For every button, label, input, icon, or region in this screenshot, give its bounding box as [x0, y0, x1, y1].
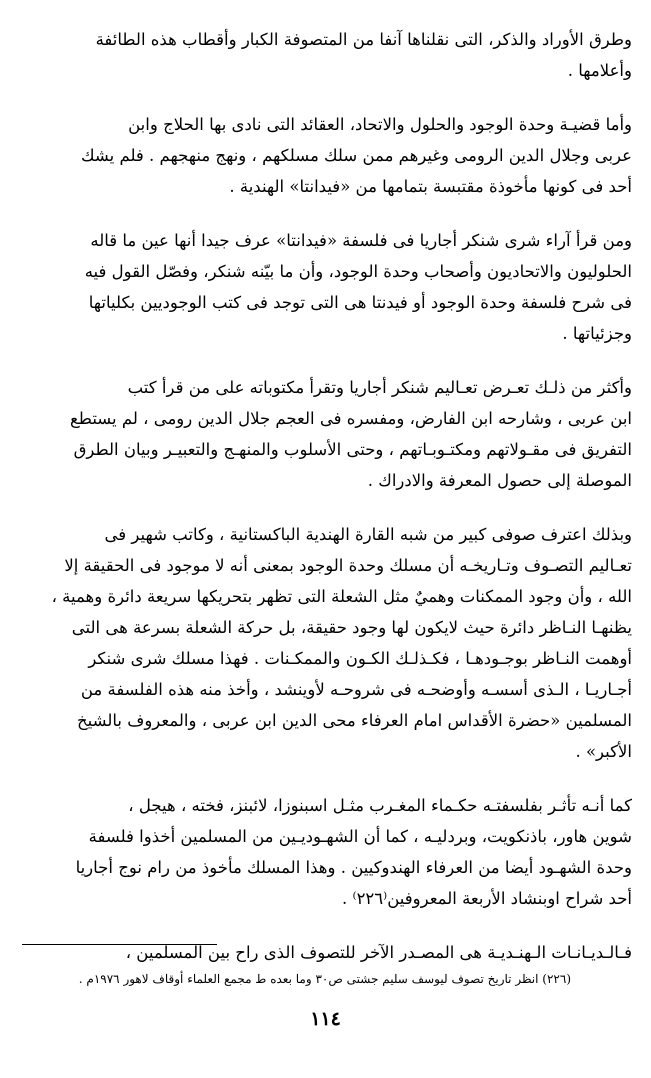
text-line: فـالـديـانـات الـهنـديـة هى المصـدر الآخر للتصوف الذى راح بين المسلمين ، — [125, 943, 632, 962]
paragraph — [22, 519, 632, 767]
footnote: (٢٢٦) انظر تاريخ تصوف ليوسف سليم جشتى ص٣٠ وما بعده ط مجمع العلماء أوقاف لاهور ١٩٧٦م . — [78, 972, 571, 986]
text-line: فى شرح فلسفة وحدة الوجود أو فيدنتا هى التى توجد فى كتب الوجوديين بكلياتها — [88, 293, 632, 312]
text-line: وأكثر من ذلـك تعـرض تعـاليم شنكر أجاريا وتقرأ مكتوباته على من قرأ كتب — [127, 378, 632, 397]
page-number: ١١٤ — [310, 1008, 341, 1030]
text-line: وبذلك اعترف صوفى كبير من شبه القارة الهندية الباكستانية ، وكاتب شهير فى — [104, 525, 632, 544]
text-line: وأما قضيـة وحدة الوجود والحلول والاتحاد، العقائد التى نادى بها الحلاج وابن — [128, 115, 632, 134]
text-line: أوهمت النـاظر بوجـودهـا ، فكـذلـك الكـون والممكـنات . فهذا مسلك شرى شنكر — [88, 649, 632, 668]
text-line: الموصلة إلى حصول المعرفة والادراك . — [367, 471, 632, 490]
text-line: ومن قرأ آراء شرى شنكر أجاريا فى فلسفة «فيدانتا» عرف جيدا أنها عين ما قاله — [90, 231, 632, 250]
text-line: يظنهـا النـاظر دائرة حيث لايكون لها وجود حقيقة، بل حركة الشعلة بسرعة هى التى — [71, 618, 632, 637]
body-text — [22, 24, 632, 991]
footnote-divider — [22, 944, 217, 945]
text-line: شوين هاور، باذنكويت، وبردليـه ، كما أن الشهـوديـين من المسلمين أخذوا فلسفة — [88, 827, 632, 846]
text-line: كما أنـه تأثـر بفلسفتـه حكـماء المغـرب مثـل اسبنوزا، لائبنز، فخته ، هيجل ، — [128, 796, 632, 815]
text-line: أحد فى كونها مأخوذة مقتبسة بتمامها من «فيدانتا» الهندية . — [229, 177, 632, 196]
paragraph — [22, 937, 632, 968]
text-line: وجزئياتها . — [562, 324, 632, 343]
text-line: أجـاريـا ، الـذى أسسـه وأوضحـه فى شروحـه لأوينشد ، وأخذ منه هذه الفلسفة من — [80, 680, 632, 699]
paragraph — [22, 24, 632, 86]
text-line: أحد شراح اوبنشاد الأربعة المعروفين⁽٢٢٦⁾ . — [342, 889, 632, 908]
paragraph — [22, 790, 632, 914]
text-line: وطرق الأوراد والذكر، التى نقلناها آنفا من المتصوفة الكبار وأقطاب هذه الطائفة — [95, 30, 632, 49]
paragraph — [22, 225, 632, 349]
text-line: الحلوليون والاتحاديون وأصحاب وحدة الوجود، وأن ما بيّنه شنكر، وفصّل القول فيه — [84, 262, 632, 281]
paragraph — [22, 109, 632, 202]
text-line: وحدة الشهـود أيضا من العرفاء الهندوكيين . وهذا المسلك مأخوذ من رام نوج أجاريا — [75, 858, 632, 877]
text-line: الله ، وأن وجود الممكنات وهميٌ مثل الشعلة التى تظهر بتحريكها سريعة دائرة وهمية ، — [51, 587, 632, 606]
text-line: التفريق فى مقـولاتهم ومكتـوبـاتهم ، وحتى الأسلوب والمنهـج والتعبيـر وبيان الطرق — [73, 440, 632, 459]
text-line: المسلمين «حضرة الأقداس امام العرفاء محى الدين ابن عربى ، والمعروف بالشيخ — [76, 711, 632, 730]
text-line: تعـاليم التصـوف وتـاريخـه أن مسلك وحدة الوجود بمعنى أنه لا موجود فى الحقيقة إلا — [64, 556, 632, 575]
text-line: عربى وجلال الدين الرومى وغيرهم ممن سلك مسلكهم ، ونهج منهجهم . فلم يشك — [81, 146, 632, 165]
paragraph — [22, 372, 632, 496]
text-line: الأكبر» . — [575, 742, 632, 761]
text-line: ابن عربى ، وشارحه ابن الفارض، ومفسره فى العجم جلال الدين رومى ، لم يستطع — [70, 409, 632, 428]
text-line: وأعلامها . — [567, 61, 632, 80]
